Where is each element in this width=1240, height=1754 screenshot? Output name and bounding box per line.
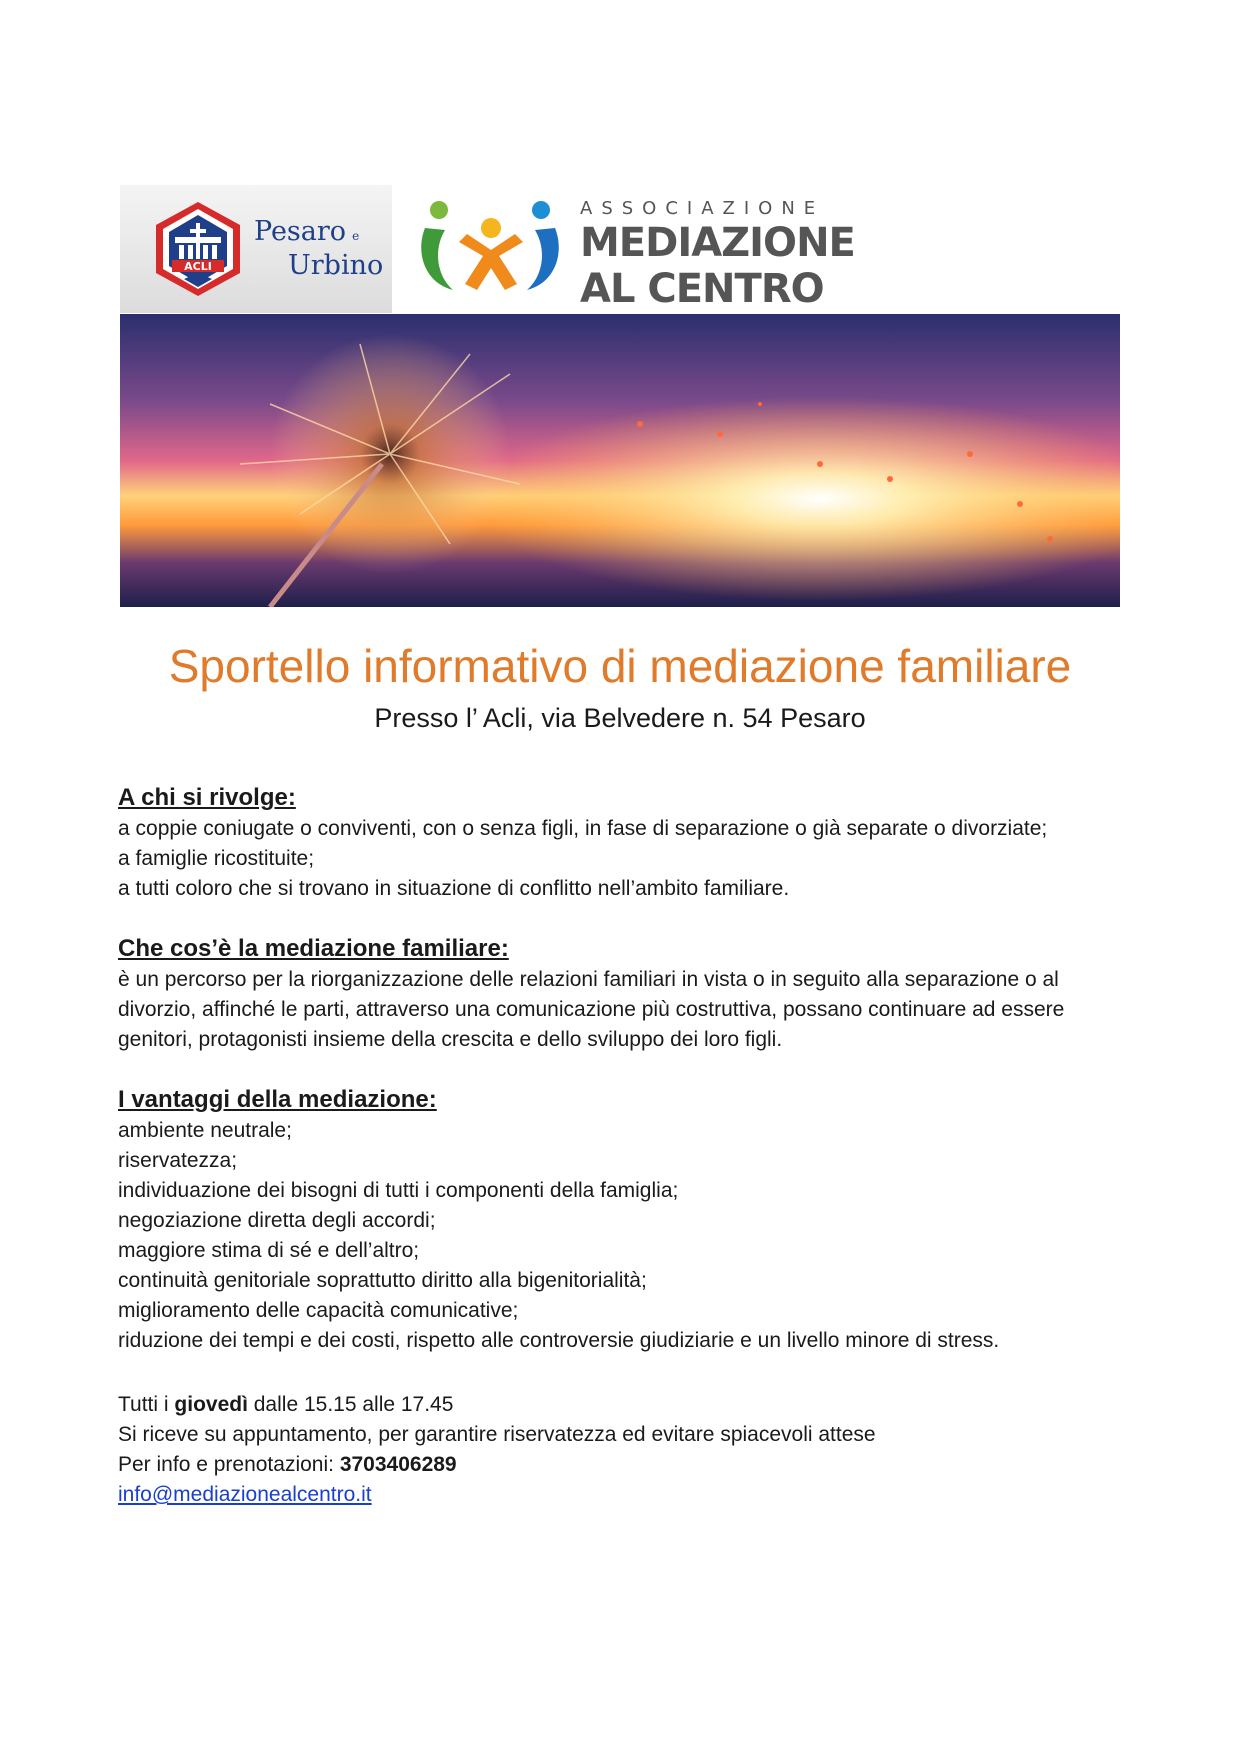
schedule-suffix: dalle 15.15 alle 17.45 bbox=[247, 1393, 454, 1416]
schedule-line bbox=[118, 1390, 1128, 1420]
section-target bbox=[118, 782, 1128, 904]
list-item: riservatezza; bbox=[118, 1149, 238, 1172]
page-title: Sportello informativo di mediazione familiare bbox=[168, 640, 1072, 692]
acli-location bbox=[254, 217, 383, 281]
section-heading: I vantaggi della mediazione: bbox=[118, 1086, 437, 1113]
list-item: miglioramento delle capacità comunicative; bbox=[118, 1299, 519, 1322]
association-wordmark bbox=[580, 198, 855, 312]
acli-line1-small: e bbox=[352, 229, 360, 243]
phone-line bbox=[118, 1450, 1128, 1480]
schedule-prefix: Tutti i bbox=[118, 1393, 175, 1416]
list-item: riduzione dei tempi e dei costi, rispetto alle controversie giudiziarie e un livello minore di stress. bbox=[118, 1329, 1000, 1352]
section-definition bbox=[118, 933, 1128, 1055]
appointment-note: Si riceve su appuntamento, per garantire riservatezza ed evitare spiacevoli attese bbox=[118, 1423, 876, 1446]
list-item: continuità genitoriale soprattutto diritto alla bigenitorialità; bbox=[118, 1269, 647, 1292]
section-heading: A chi si rivolge: bbox=[118, 784, 296, 811]
association-kicker: ASSOCIAZIONE bbox=[580, 198, 825, 219]
info-label: Per info e prenotazioni: bbox=[118, 1453, 340, 1476]
acli-line2: Urbino bbox=[288, 250, 384, 281]
acli-line1: Pesaro bbox=[254, 216, 347, 247]
list-item: maggiore stima di sé e dell’altro; bbox=[118, 1239, 420, 1262]
list-item: individuazione dei bisogni di tutti i componenti della famiglia; bbox=[118, 1179, 679, 1202]
dandelion-sunset-banner bbox=[120, 314, 1120, 607]
list-item: ambiente neutrale; bbox=[118, 1119, 292, 1142]
email-link[interactable]: info@mediazionealcentro.it bbox=[118, 1483, 372, 1506]
acli-emblem-text: ACLI bbox=[184, 260, 212, 273]
section-heading: Che cos’è la mediazione familiare: bbox=[118, 935, 509, 962]
list-item: a tutti coloro che si trovano in situazione di conflitto nell’ambito familiare. bbox=[118, 877, 790, 900]
list-item: a famiglie ricostituite; bbox=[118, 847, 315, 870]
acli-emblem-icon bbox=[150, 199, 246, 299]
email-line bbox=[118, 1480, 1128, 1510]
paragraph: è un percorso per la riorganizzazione delle relazioni familiari in vista o in seguito alla separazione o al divorzio, affinché le parti, attraverso una comunicazione più costruttiva, possano continuare ad essere genitori, protagonisti insieme della crescita e dello sviluppo dei loro figli. bbox=[118, 968, 1065, 1051]
main-content bbox=[118, 782, 1128, 1510]
acli-logo bbox=[120, 185, 392, 313]
contact-info bbox=[118, 1390, 1128, 1510]
section-advantages bbox=[118, 1084, 1128, 1356]
list-item: a coppie coniugate o conviventi, con o senza figli, in fase di separazione o già separate o divorziate; bbox=[118, 817, 1048, 840]
association-name-line2: AL CENTRO bbox=[580, 266, 824, 312]
page-subtitle: Presso l’ Acli, via Belvedere n. 54 Pesaro bbox=[374, 703, 866, 733]
association-figures-icon bbox=[415, 198, 565, 298]
association-name-line1: MEDIAZIONE bbox=[580, 220, 855, 266]
list-item: negoziazione diretta degli accordi; bbox=[118, 1209, 436, 1232]
phone-number: 3703406289 bbox=[339, 1453, 457, 1476]
schedule-day: giovedì bbox=[174, 1393, 248, 1416]
